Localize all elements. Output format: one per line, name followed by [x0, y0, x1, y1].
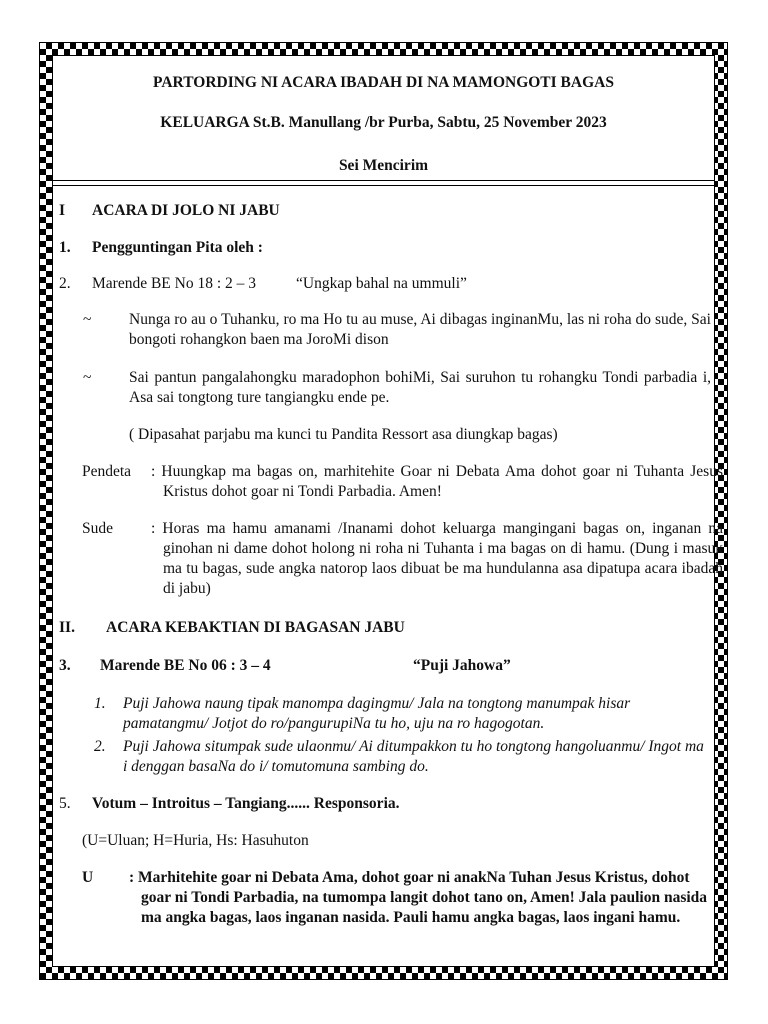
item-1-number: 1. [59, 239, 71, 256]
item-2-number: 2. [59, 275, 71, 292]
title-line-1: PARTORDING NI ACARA IBADAH DI NA MAMONGOTI BAGAS [153, 74, 614, 91]
item-1-text: Pengguntingan Pita oleh : [92, 239, 263, 256]
pendeta-text: : Huungkap ma bagas on, marhitehite Goar ni Debata Ama dohot goar ni Tuhanta Jesus Kristus dohot goar ni Tondi Parbadia. Amen! [151, 463, 723, 500]
sude-label: Sude [82, 520, 113, 537]
item-5-number: 5. [59, 795, 71, 812]
song-line-2-number: 2. [94, 738, 106, 755]
verse-2-marker: ~ [83, 369, 92, 386]
item-3-text: Marende BE No 06 : 3 – 4 [100, 657, 271, 674]
uluan-text: : Marhitehite goar ni Debata Ama, dohot goar ni anakNa Tuhan Jesus Kristus, dohot goar ni Tondi Parbadia, na tumompa langit dohot tano on, Amen! Jala paulion nasida ma angka bagas, laos inganan nasida. Pauli hamu angka bagas, laos ingani hamu. [129, 869, 708, 926]
document-body [52, 55, 723, 967]
item-3-number: 3. [59, 657, 71, 674]
verse-1-marker: ~ [83, 311, 92, 328]
section-2-number: II. [59, 619, 75, 636]
section-1-number: I [59, 202, 66, 219]
verse-2: Sai pantun pangalahongku maradophon bohiMi, Sai suruhon tu rohangku Tondi parbadia i, Asa sai tongtong ture tangiangku ende pe. [129, 369, 711, 406]
title-line-2: KELUARGA St.B. Manullang /br Purba, Sabtu, 25 November 2023 [160, 114, 607, 131]
item-5-text: Votum – Introitus – Tangiang...... Responsoria. [92, 795, 400, 812]
role-legend: (U=Uluan; H=Huria, Hs: Hasuhuton [82, 832, 309, 849]
item-2-song-title: “Ungkap bahal na ummuli” [296, 275, 467, 292]
song-line-2: Puji Jahowa situmpak sude ulaonmu/ Ai ditumpakkon tu ho tongtong hangoluanmu/ Ingot ma i denggan basaNa do i/ tomutomuna sambing do. [123, 738, 704, 775]
checkered-border [39, 42, 728, 980]
section-1-heading: ACARA DI JOLO NI JABU [92, 202, 280, 219]
song-line-1: Puji Jahowa naung tipak manompa dagingmu/ Jala na tongtong manumpak hisar pamatangmu/ Jotjot do ro/pangurupiNa tu ho, uju na ro hagogotan. [123, 695, 631, 732]
uluan-label: U [82, 869, 94, 886]
key-note: ( Dipasahat parjabu ma kunci tu Pandita Ressort asa diungkap bagas) [129, 426, 558, 443]
section-2-heading: ACARA KEBAKTIAN DI BAGASAN JABU [106, 619, 405, 636]
pendeta-label: Pendeta [82, 463, 132, 480]
title-divider [53, 180, 714, 186]
item-3-song-title: “Puji Jahowa” [413, 657, 511, 674]
verse-1: Nunga ro au o Tuhanku, ro ma Ho tu au muse, Ai dibagas inginanMu, las ni roha do sude, Sai bongoti rohangkon baen ma JoroMi dison [129, 311, 711, 348]
sude-text: : Horas ma hamu amanami /Inanami dohot keluarga mangingani bagas on, inganan na ginohan ni dame dohot holong ni roha ni Tuhanta i ma bagas on di hamu. (Dung i masuk ma tu bagas, sude angka natorop laos dibuat be ma hundulanna asa dipatupa acara ibadah di jabu) [151, 520, 723, 597]
title-line-3: Sei Mencirim [338, 157, 429, 174]
song-line-1-number: 1. [94, 695, 106, 712]
item-2-text: Marende BE No 18 : 2 – 3 [92, 275, 257, 292]
